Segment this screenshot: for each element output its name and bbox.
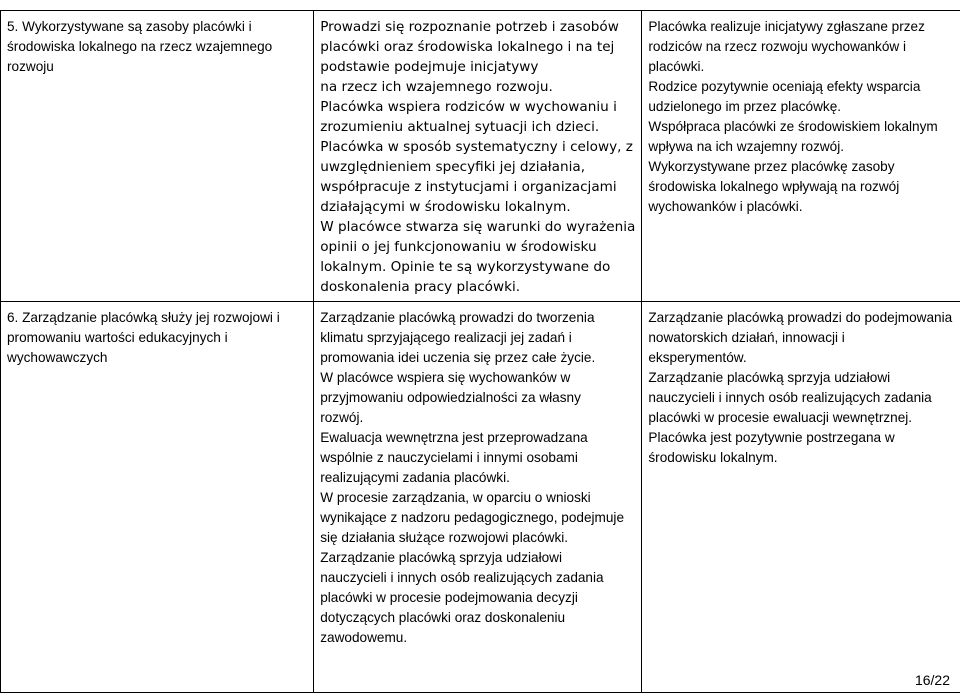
- requirements-cell: [314, 302, 642, 693]
- text-line: środowisku lokalnym.: [648, 448, 954, 468]
- text-line: 5. Wykorzystywane są zasoby placówki i: [7, 17, 307, 37]
- table-row: [1, 11, 960, 302]
- text-line: wynikające z nadzoru pedagogicznego, podejmuje: [320, 508, 635, 528]
- text-line: promowania idei uczenia się przez całe życie.: [320, 348, 635, 368]
- text-line: rozwoju: [7, 57, 307, 77]
- criterion-cell: [1, 302, 314, 693]
- high-level-cell: [642, 11, 960, 302]
- text-line: realizującymi zadania placówki.: [320, 468, 635, 488]
- text-line: W procesie zarządzania, w oparciu o wnioski: [320, 488, 635, 508]
- text-line: nowatorskich działań, innowacji i: [648, 328, 954, 348]
- text-line: placówki w procesie ewaluacji wewnętrznej.: [648, 408, 954, 428]
- text-line: nauczycieli i innych osób realizujących zadania: [320, 568, 635, 588]
- requirements-cell: [314, 11, 642, 302]
- text-line: wychowawczych: [7, 348, 307, 368]
- text-line: wychowanków i placówki.: [648, 197, 954, 217]
- text-line: rodziców na rzecz rozwoju wychowanków i: [648, 37, 954, 57]
- text-line: się działania służące rozwojowi placówki.: [320, 528, 635, 548]
- text-line: zawodowemu.: [320, 628, 635, 648]
- text-line: doskonalenia pracy placówki.: [320, 277, 635, 297]
- text-line: nauczycieli i innych osób realizujących zadania: [648, 388, 954, 408]
- text-line: eksperymentów.: [648, 348, 954, 368]
- table-row: [1, 302, 960, 693]
- text-line: W placówce stwarza się warunki do wyrażenia: [320, 217, 635, 237]
- standards-table: [0, 10, 960, 693]
- text-line: placówki.: [648, 57, 954, 77]
- text-line: Placówka wspiera rodziców w wychowaniu i: [320, 97, 635, 117]
- high-level-cell: [642, 302, 960, 693]
- text-line: Rodzice pozytywnie oceniają efekty wsparcia: [648, 77, 954, 97]
- text-line: działającymi w środowisku lokalnym.: [320, 197, 635, 217]
- text-line: lokalnym. Opinie te są wykorzystywane do: [320, 257, 635, 277]
- text-line: Zarządzanie placówką prowadzi do tworzenia: [320, 308, 635, 328]
- text-line: placówki w procesie podejmowania decyzji: [320, 588, 635, 608]
- text-line: klimatu sprzyjającego realizacji jej zadań i: [320, 328, 635, 348]
- text-line: wpływa na ich wzajemny rozwój.: [648, 137, 954, 157]
- text-line: Prowadzi się rozpoznanie potrzeb i zasobów: [320, 17, 635, 37]
- text-line: przyjmowaniu odpowiedzialności za własny: [320, 388, 635, 408]
- text-line: promowaniu wartości edukacyjnych i: [7, 328, 307, 348]
- text-line: W placówce wspiera się wychowanków w: [320, 368, 635, 388]
- text-line: 6. Zarządzanie placówką służy jej rozwojowi i: [7, 308, 307, 328]
- text-line: Wykorzystywane przez placówkę zasoby: [648, 157, 954, 177]
- text-line: środowiska lokalnego na rzecz wzajemnego: [7, 37, 307, 57]
- text-line: Zarządzanie placówką prowadzi do podejmowania: [648, 308, 954, 328]
- text-line: środowiska lokalnego wpływają na rozwój: [648, 177, 954, 197]
- text-line: rozwój.: [320, 408, 635, 428]
- text-line: współpracuje z instytucjami i organizacjami: [320, 177, 635, 197]
- text-line: podstawie podejmuje inicjatywy: [320, 57, 635, 77]
- text-line: zrozumieniu aktualnej sytuacji ich dzieci.: [320, 117, 635, 137]
- text-line: Współpraca placówki ze środowiskiem lokalnym: [648, 117, 954, 137]
- text-line: wspólnie z nauczycielami i innymi osobami: [320, 448, 635, 468]
- text-line: placówki oraz środowiska lokalnego i na tej: [320, 37, 635, 57]
- text-line: Placówka w sposób systematyczny i celowy, z: [320, 137, 635, 157]
- text-line: Zarządzanie placówką sprzyja udziałowi: [320, 548, 635, 568]
- text-line: uwzględnieniem specyfiki jej działania,: [320, 157, 635, 177]
- text-line: dotyczących placówki oraz doskonaleniu: [320, 608, 635, 628]
- text-line: Placówka realizuje inicjatywy zgłaszane przez: [648, 17, 954, 37]
- text-line: Ewaluacja wewnętrzna jest przeprowadzana: [320, 428, 635, 448]
- text-line: opinii o jej funkcjonowaniu w środowisku: [320, 237, 635, 257]
- text-line: udzielonego im przez placówkę.: [648, 97, 954, 117]
- text-line: na rzecz ich wzajemnego rozwoju.: [320, 77, 635, 97]
- text-line: Zarządzanie placówką sprzyja udziałowi: [648, 368, 954, 388]
- criterion-cell: [1, 11, 314, 302]
- text-line: Placówka jest pozytywnie postrzegana w: [648, 428, 954, 448]
- page-number: 16/22: [915, 672, 950, 688]
